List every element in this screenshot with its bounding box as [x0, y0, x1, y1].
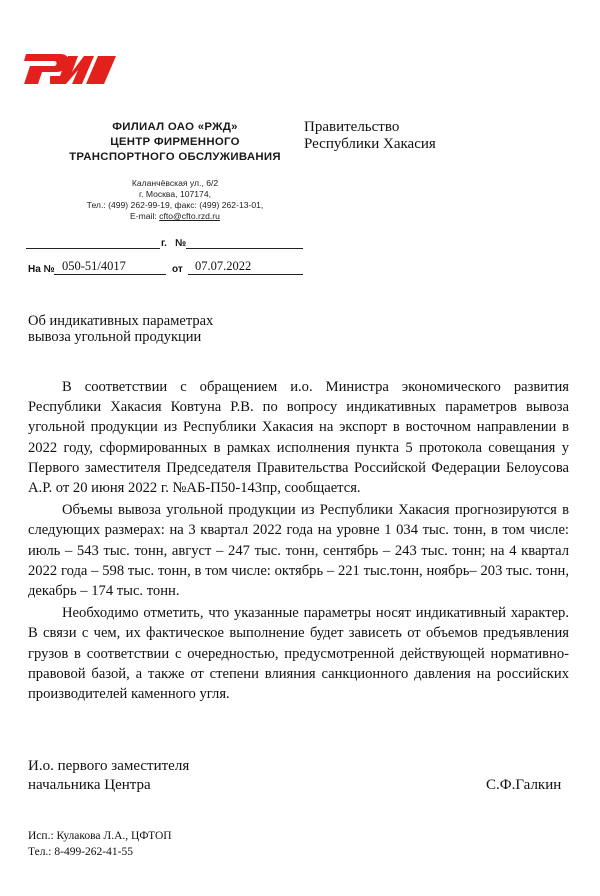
- org-line: ФИЛИАЛ ОАО «РЖД»: [112, 121, 238, 133]
- position-line: И.о. первого заместителя: [28, 758, 190, 774]
- incoming-number-label: На №: [28, 264, 55, 275]
- recipient-line: Правительство: [304, 119, 400, 135]
- body-paragraph: Объемы вывоза угольной продукции из Республики Хакасия прогнозируются в следующих размерах: на 3 квартал 2022 года на уровне 1 034 тыс. тонн, в том числе: июль – 543 тыс. тонн, август – 247 тыс. тонн, сентябрь – 243 тыс. тонн; на 4 квартал 2022 года – 598 тыс. тонн, в том числе: октябрь – 221 тыс.тонн, ноябрь– 203 тыс. тонн, декабрь – 174 тыс. тонн.: [28, 502, 569, 600]
- subject: [28, 313, 213, 345]
- recipient-line: Республики Хакасия: [304, 136, 436, 152]
- organization-address: [40, 178, 310, 222]
- date-blank: [26, 238, 160, 249]
- executor-phone: Тел.: 8-499-262-41-55: [28, 846, 133, 858]
- org-line: ТРАНСПОРТНОГО ОБСЛУЖИВАНИЯ: [69, 151, 281, 163]
- body-paragraph: Необходимо отметить, что указанные параметры носят индикативный характер. В связи с чем, их фактическое выполнение будет зависеть от объемов предъявления грузов в соответствии с очередностью, предусмотренной действующей нормативно-правовой базой, а также от степени влияния санкционного давления на российских производителей каменного угля.: [28, 605, 569, 703]
- number-sign: №: [175, 238, 187, 249]
- subject-line: Об индикативных параметрах: [28, 313, 214, 329]
- date-label: от: [172, 264, 183, 275]
- year-suffix: г.: [161, 238, 167, 249]
- email-link[interactable]: cfto@cfto.rzd.ru: [159, 211, 220, 221]
- signatory-name: С.Ф.Галкин: [486, 777, 562, 793]
- signatory-position: [28, 757, 189, 795]
- address-line: Каланчёвская ул., 6/2: [131, 178, 219, 188]
- number-blank: [186, 238, 303, 249]
- subject-line: вывоза угольной продукции: [28, 329, 202, 345]
- incoming-number: 050-51/4017: [62, 259, 126, 273]
- recipient: [304, 119, 436, 153]
- letter-date: 07.07.2022: [195, 259, 252, 273]
- address-line: Тел.: (499) 262-99-19, факс: (499) 262-13-01,: [86, 200, 264, 210]
- email-line: [40, 211, 310, 222]
- rzd-logo: [20, 46, 120, 88]
- organization-name: [40, 120, 310, 165]
- executor-info: [28, 828, 172, 860]
- body-paragraph: В соответствии с обращением и.о. Министра экономического развития Республики Хакасия Ковтуна Р.В. по вопросу индикативных параметров вывоза угольной продукции из Республики Хакасия на экспорт в восточном направлении в 2022 году, сформированных в рамках исполнения пункта 5 протокола совещания у Первого заместителя Председателя Правительства Российской Федерации Белоусова А.Р. от 20 июня 2022 г. №АБ-П50-143пр, сообщается.: [28, 379, 569, 497]
- position-line: начальника Центра: [28, 777, 151, 793]
- org-line: ЦЕНТР ФИРМЕННОГО: [110, 136, 240, 148]
- address-line: г. Москва, 107174,: [138, 189, 212, 199]
- executor-line: Исп.: Кулакова Л.А., ЦФТОП: [28, 830, 172, 842]
- svg-text:РЖД: РЖД: [20, 46, 23, 47]
- letter-body: [28, 377, 569, 704]
- email-label: E-mail:: [130, 211, 160, 221]
